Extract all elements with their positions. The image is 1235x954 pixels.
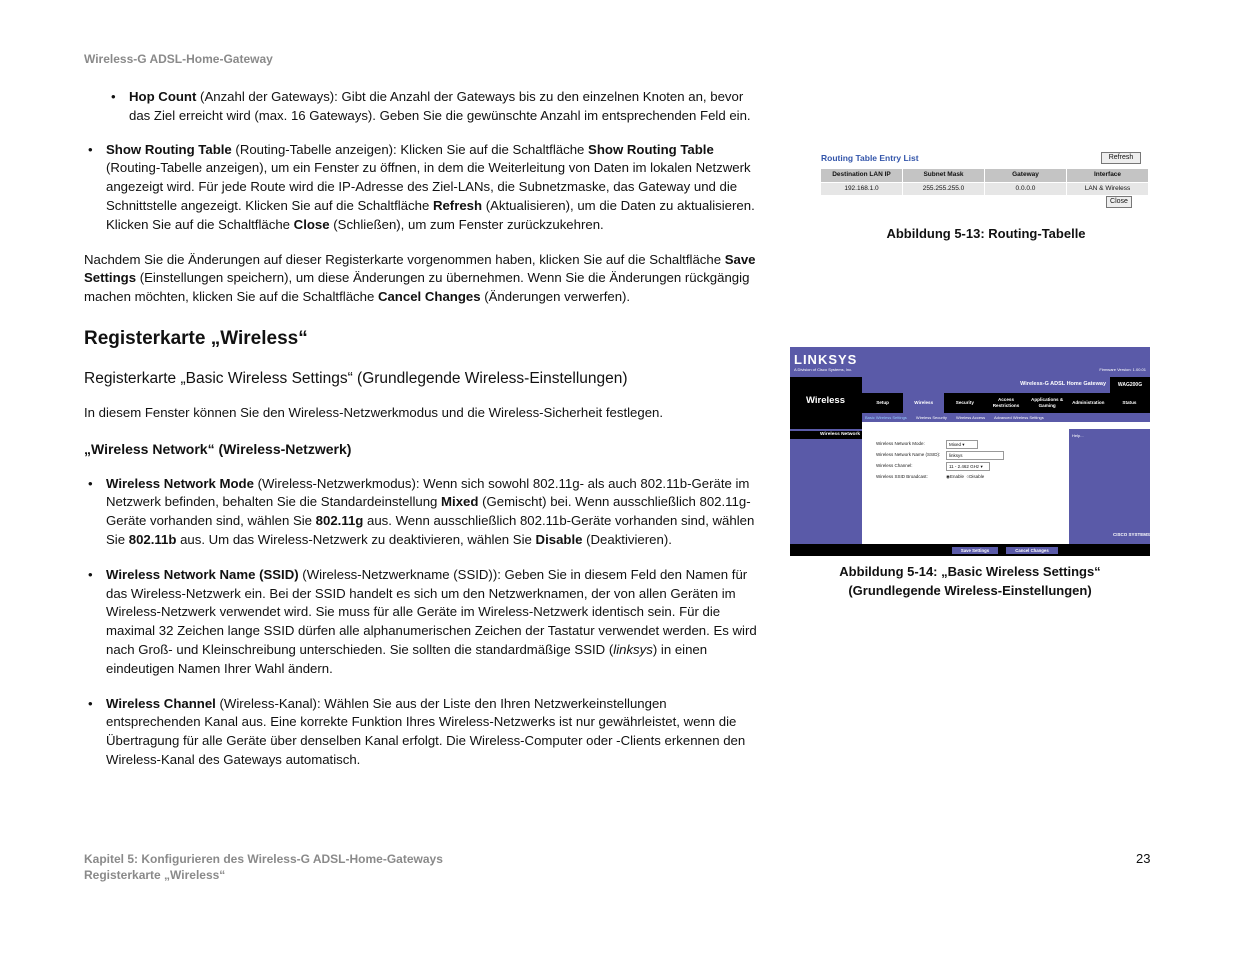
mode-value: Mixed xyxy=(949,442,962,447)
main-tabs xyxy=(862,393,1150,413)
subtab-wireless-access[interactable]: Wireless Access xyxy=(955,415,986,420)
linksys-banner xyxy=(790,347,1150,377)
channel-value: 11 - 2.462 GHz xyxy=(949,464,980,469)
column-header: Subnet Mask xyxy=(903,169,985,182)
model-number: WAG200G xyxy=(1110,377,1150,393)
term-hop-count: Hop Count xyxy=(129,89,197,104)
table-cell: LAN & Wireless xyxy=(1067,183,1149,195)
intro-text: In diesem Fenster können Sie den Wireless-Netzwerkmodus und die Wireless-Sicherheit festlegen. xyxy=(84,404,664,420)
channel-text: (Wireless-Kanal): Wählen Sie aus der Liste den Ihren Netzwerkeinstellungen entsprechenden Kanal aus. Eine korrekte Funktion Ihres Wireless-Netzwerks ist nur gewährleistet, wenn die Übertragung für alle Geräte über denselben Kanal erfolgt. Die Wireless-Computer oder -Clients erkennen den Wireless-Kanal des Gateways automatisch. xyxy=(106,695,746,767)
product-name: Wireless-G ADSL Home Gateway xyxy=(1020,381,1106,387)
column-header: Gateway xyxy=(985,169,1067,182)
table-cell: 255.255.255.0 xyxy=(903,183,985,195)
routing-table-figure xyxy=(820,150,1152,212)
subtab-advanced-wireless[interactable]: Advanced Wireless Settings xyxy=(993,415,1044,420)
term-disable: Disable xyxy=(535,531,583,547)
bottom-bar xyxy=(790,544,1150,556)
bullet-dot: • xyxy=(88,141,93,157)
section-label-box xyxy=(790,377,862,429)
footer xyxy=(84,851,443,883)
mode-text-5: (Deaktivieren). xyxy=(582,531,672,547)
firmware-version: Firmware Version: 1.00.01 xyxy=(1099,367,1146,372)
term-save-settings: Save Settings xyxy=(84,251,756,286)
tab-access-restrictions[interactable]: Access Restrictions xyxy=(992,397,1020,408)
ssid-text-2: ) in einen eindeutigen Namen Ihrer Wahl ändern. xyxy=(106,641,708,676)
show-routing-text-4: (Schließen), um zum Fenster zurückzukehren. xyxy=(329,216,604,232)
bullet-network-mode xyxy=(84,475,760,550)
chevron-down-icon: ▾ xyxy=(962,442,965,447)
after-changes-text-3: (Änderungen verwerfen). xyxy=(480,289,631,305)
mode-text-4: aus. Um das Wireless-Netzwerk zu deaktivieren, wählen Sie xyxy=(176,531,536,547)
show-routing-text-3: (Aktualisieren), um die Daten zu aktualisieren. Klicken Sie auf die Schaltfläche xyxy=(106,197,755,232)
close-button[interactable]: Close xyxy=(1106,196,1132,208)
main-text xyxy=(84,88,760,770)
figure-caption-14 xyxy=(790,562,1150,600)
routing-table-title: Routing Table Entry List xyxy=(821,153,919,163)
column-header: Destination LAN IP xyxy=(821,169,903,182)
term-80211g: 802.11g xyxy=(315,513,364,529)
tab-wireless[interactable]: Wireless xyxy=(903,393,944,413)
ssid-input[interactable]: linksys xyxy=(946,451,1004,460)
disable-label: Disable xyxy=(969,474,985,479)
side-section-label: Wireless Network xyxy=(790,431,862,439)
term-ssid: Wireless Network Name (SSID) xyxy=(106,566,299,582)
tab-status[interactable]: Status xyxy=(1122,400,1137,405)
mode-text-2: (Gemischt) bei. Wenn ausschließlich 802.11g-Geräte vorhanden sind, wählen Sie xyxy=(106,494,751,529)
cancel-changes-button[interactable]: Cancel Changes xyxy=(1006,547,1058,554)
mode-select[interactable] xyxy=(946,440,978,449)
channel-select[interactable] xyxy=(946,462,990,471)
linksys-subtitle: A Division of Cisco Systems, Inc. xyxy=(794,367,853,372)
column-header: Interface xyxy=(1067,169,1149,182)
help-link[interactable]: Help... xyxy=(1072,433,1084,438)
term-network-mode: Wireless Network Mode xyxy=(106,475,254,491)
hop-count-text: (Anzahl der Gateways): Gibt die Anzahl der Gateways bis zu den einzelnen Knoten an, bevor das Ziel erreicht wird (max. 16 Gateways). Geben Sie die gewünschte Anzahl im entsprechenden Feld ein. xyxy=(129,89,751,123)
table-cell: 192.168.1.0 xyxy=(821,183,903,195)
running-header: Wireless-G ADSL-Home-Gateway xyxy=(84,52,273,66)
help-panel xyxy=(1069,429,1150,544)
para-after-changes xyxy=(84,251,760,307)
subtab-wireless-security[interactable]: Wireless Security xyxy=(915,415,947,420)
footer-line-2: Registerkarte „Wireless“ xyxy=(84,868,226,882)
bullet-channel xyxy=(84,695,760,770)
footer-line-1: Kapitel 5: Konfigurieren des Wireless-G ADSL-Home-Gateways xyxy=(84,852,443,866)
bullet-dot: • xyxy=(111,89,116,104)
chevron-down-icon: ▾ xyxy=(980,464,983,469)
caption-line-1: Abbildung 5-14: „Basic Wireless Settings“ xyxy=(839,564,1101,579)
bullet-dot: • xyxy=(88,695,93,711)
term-mixed: Mixed xyxy=(441,494,479,510)
tab-administration[interactable]: Administration xyxy=(1072,400,1105,405)
table-row xyxy=(821,183,1149,195)
show-routing-text: (Routing-Tabelle anzeigen): Klicken Sie auf die Schaltfläche xyxy=(231,141,589,157)
mode-label: Wireless Network Mode: xyxy=(876,441,925,446)
wireless-settings-figure xyxy=(790,347,1150,556)
term-linksys: linksys xyxy=(613,641,653,657)
subsection-heading: Registerkarte „Basic Wireless Settings“ (Grundlegende Wireless-Einstellungen) xyxy=(84,369,628,387)
section-heading: Registerkarte „Wireless“ xyxy=(84,327,308,349)
bullet-ssid xyxy=(84,566,760,679)
radio-disable-icon[interactable]: ○ xyxy=(966,474,970,479)
term-channel: Wireless Channel xyxy=(106,695,216,711)
term-show-routing-table-2: Show Routing Table xyxy=(588,141,714,157)
ssid-label: Wireless Network Name (SSID): xyxy=(876,452,941,457)
mode-text-3: aus. Wenn ausschließlich 802.11b-Geräte vorhanden sind, wählen Sie xyxy=(106,513,755,547)
show-routing-text-2: (Routing-Tabelle anzeigen), um ein Fenster zu öffnen, in dem die Weiterleitung von Daten im lokalen Netzwerk angezeigt wird. Für jede Route wird die IP-Adresse des Ziel-LANs, die Subnetzmaske, das Gateway und die Schnittstelle angezeigt. Klicken Sie auf die Schaltfläche xyxy=(106,160,751,213)
tab-setup[interactable]: Setup xyxy=(876,400,889,405)
ssid-text: (Wireless-Netzwerkname (SSID)): Geben Sie in diesem Feld den Namen für das Wireless-Netzwerk ein. Bei der SSID handelt es sich um den Netzwerknamen, der von allen Geräten im Wireless-Netzwerk verwendet wird. Sie muss für alle Geräte im Wireless-Netzwerk identisch sein. Für die maximal 32 Zeichen lange SSID dürfen alle alphanumerischen Zeichen der Tastatur verwendet werden. Es wird nach Groß- und Kleinschreibung unterschieden. Sie sollten die standardmäßige SSID ( xyxy=(106,566,757,657)
channel-label: Wireless Channel: xyxy=(876,463,913,468)
linksys-logo: LINKSYS xyxy=(794,352,858,367)
term-cancel-changes: Cancel Changes xyxy=(377,289,481,305)
bullet-hop-count xyxy=(84,88,760,126)
bullet-dot: • xyxy=(88,566,93,582)
term-show-routing-table: Show Routing Table xyxy=(106,141,232,157)
subsubsection-heading: „Wireless Network“ (Wireless-Netzwerk) xyxy=(84,440,352,457)
cisco-logo: CISCO SYSTEMS xyxy=(1113,532,1151,537)
term-close: Close xyxy=(293,216,330,232)
radio-enable-icon[interactable]: ◉ xyxy=(946,474,950,479)
sub-tabs xyxy=(862,413,1150,422)
after-changes-text: Nachdem Sie die Änderungen auf dieser Registerkarte vorgenommen haben, klicken Sie auf die Schaltfläche xyxy=(84,251,725,267)
tab-security[interactable]: Security xyxy=(955,400,974,405)
mode-text: (Wireless-Netzwerkmodus): Wenn sich sowohl 802.11g- als auch 802.11b-Geräte im Netzwerk befinden, behalten Sie die Standardeinstellung xyxy=(106,475,750,510)
enable-label: Enable xyxy=(949,474,964,479)
product-bar xyxy=(862,377,1150,393)
refresh-button[interactable]: Refresh xyxy=(1101,152,1141,164)
after-changes-text-2: (Einstellungen speichern), um diese Änderungen zu übernehmen. Wenn Sie die Änderungen rückgängig machen möchten, klicken Sie auf die Schaltfläche xyxy=(84,270,750,305)
term-80211b: 802.11b xyxy=(128,531,177,547)
routing-table-header xyxy=(821,169,1149,182)
bullet-dot: • xyxy=(88,475,93,491)
term-refresh: Refresh xyxy=(432,197,483,213)
figure-caption: Abbildung 5-13: Routing-Tabelle xyxy=(886,226,1086,241)
save-settings-button[interactable]: Save Settings xyxy=(952,547,998,554)
broadcast-label: Wireless SSID Broadcast: xyxy=(876,474,928,479)
settings-form xyxy=(862,429,1069,544)
broadcast-options xyxy=(946,474,984,480)
table-cell: 0.0.0.0 xyxy=(985,183,1067,195)
left-panel xyxy=(790,429,862,556)
tab-applications-gaming[interactable]: Applications & Gaming xyxy=(1031,397,1064,408)
bullet-show-routing-table xyxy=(84,141,760,235)
caption-line-2: (Grundlegende Wireless-Einstellungen) xyxy=(848,583,1092,598)
section-label: Wireless xyxy=(806,395,845,406)
page-number: 23 xyxy=(1136,851,1151,866)
subtab-basic-wireless[interactable]: Basic Wireless Settings xyxy=(865,415,907,420)
